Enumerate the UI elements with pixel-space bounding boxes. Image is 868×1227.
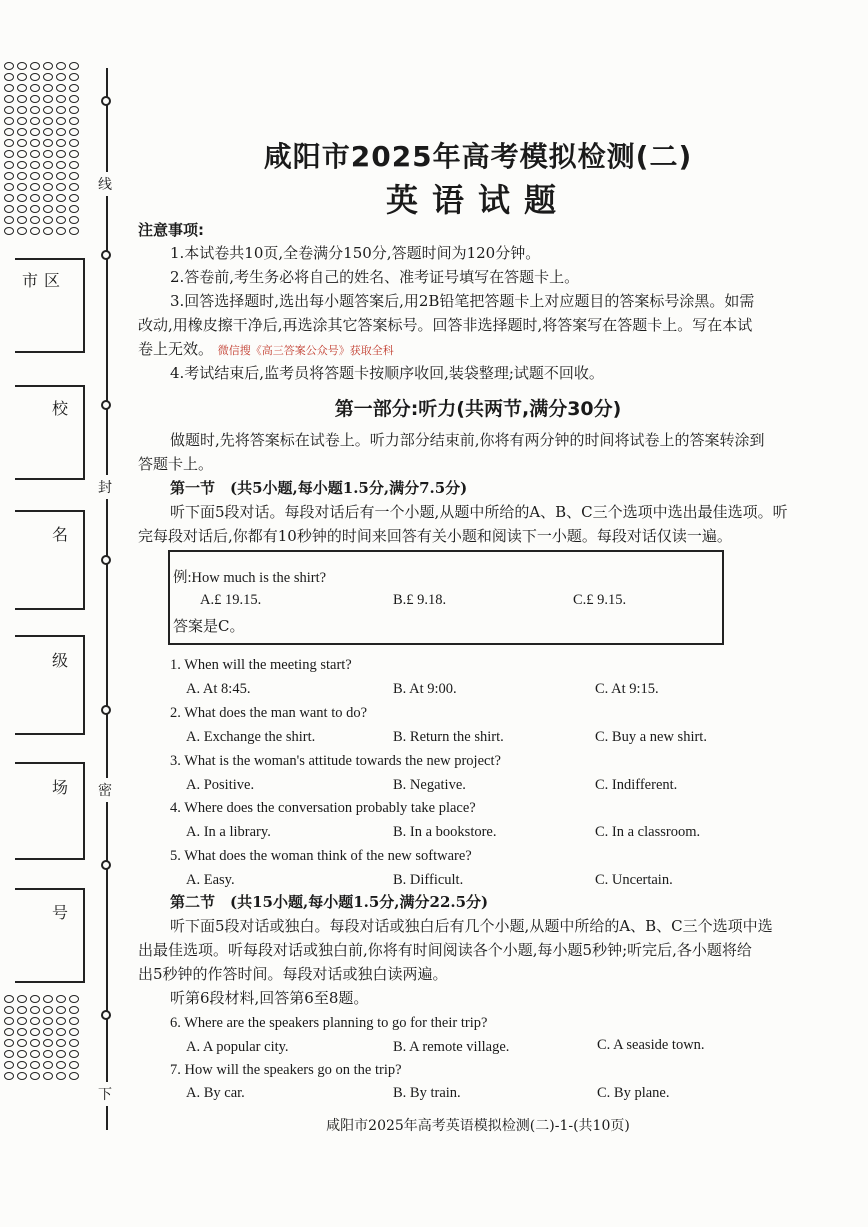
binding-dot [17,1061,27,1069]
example-option-a: A.£ 19.15. [200,592,262,608]
q2-option-b: B. Return the shirt. [393,729,504,745]
binding-dot [17,62,27,70]
binding-dot [69,194,79,202]
section2-instructions: 出最佳选项。听每段对话或独白前,你将有时间阅读各个小题,每小题5秒钟;听完后,各小题将给 [138,941,752,959]
binding-dot [56,73,66,81]
notes-item: 1.本试卷共10页,全卷满分150分,答题时间为120分钟。 [170,244,541,262]
field-box-class[interactable] [15,635,85,735]
binding-dot [43,62,53,70]
binding-dot [17,161,27,169]
binding-dot [43,117,53,125]
binding-dot [30,117,40,125]
binding-dot [43,161,53,169]
binding-dot [69,172,79,180]
exam-title: 咸阳市2025年高考模拟检测(二) [263,140,693,173]
q5-option-a: A. Easy. [186,872,235,888]
binding-dot [4,84,14,92]
binding-dot [30,1061,40,1069]
binding-dot [30,216,40,224]
binding-line [106,68,108,1130]
watermark-text: 微信搜《高三答案公众号》获取全科 [217,344,394,357]
binding-dot [4,995,14,1003]
field-label-name: 名 [52,525,75,544]
binding-dot [43,106,53,114]
binding-dot [17,995,27,1003]
binding-dot [43,1039,53,1047]
binding-dot [56,150,66,158]
binding-dot [43,194,53,202]
binding-dot [69,95,79,103]
binding-dot [17,117,27,125]
binding-dot [69,227,79,235]
binding-dot [56,1039,66,1047]
binding-dot [56,95,66,103]
binding-dot [56,183,66,191]
binding-dot [17,106,27,114]
q1-option-b: B. At 9:00. [393,681,457,697]
binding-dot [56,1072,66,1080]
binding-dot [56,172,66,180]
question-7: 7. How will the speakers go on the trip? [170,1062,402,1078]
binding-dot [30,227,40,235]
binding-dot [17,1017,27,1025]
binding-dot [56,216,66,224]
q6-option-b: B. A remote village. [393,1039,510,1055]
binding-dot [56,117,66,125]
binding-dot [56,1006,66,1014]
binding-dot [4,1028,14,1036]
part1-heading: 第一部分:听力(共两节,满分30分) [334,398,622,420]
field-label-school: 校 [52,399,75,418]
question-1: 1. When will the meeting start? [170,657,352,673]
binding-dot [30,84,40,92]
q7-option-a: A. By car. [186,1085,245,1101]
binding-dot [30,139,40,147]
binding-dot [30,106,40,114]
notes-item [138,337,394,363]
binding-dot [56,227,66,235]
section1-instructions: 听下面5段对话。每段对话后有一个小题,从题中所给的A、B、C三个选项中选出最佳选项。听 [170,503,788,521]
binding-dot [43,139,53,147]
q4-option-c: C. In a classroom. [595,824,701,840]
binding-dot [43,216,53,224]
binding-dot [30,150,40,158]
binding-dot [4,117,14,125]
binding-dot [69,161,79,169]
binding-dot [56,194,66,202]
example-answer: 答案是C。 [173,617,245,635]
binding-dot [17,1028,27,1036]
binding-dot [4,183,14,191]
binding-dot [4,1039,14,1047]
binding-dot [4,150,14,158]
binding-dot [30,1006,40,1014]
notes-item-text: 卷上无效。 [138,340,214,358]
binding-dot [69,1028,79,1036]
binding-dot [56,62,66,70]
binding-dot [30,1028,40,1036]
q6-option-a: A. A popular city. [186,1039,289,1055]
field-label-room: 场 [52,778,75,797]
binding-dot [69,1017,79,1025]
binding-dot [30,1017,40,1025]
binding-ring [101,860,111,870]
binding-dot [56,106,66,114]
binding-dot [4,128,14,136]
binding-ring [101,250,111,260]
binding-dot [43,128,53,136]
binding-dot [69,62,79,70]
binding-dot [30,62,40,70]
binding-dot [30,73,40,81]
field-label-class: 级 [52,651,75,670]
binding-mark: 下 [98,1082,112,1106]
question-6: 6. Where are the speakers planning to go for their trip? [170,1015,488,1031]
binding-dot [43,1061,53,1069]
binding-dot [43,1006,53,1014]
binding-dot [30,995,40,1003]
binding-dot [30,161,40,169]
binding-dot [69,995,79,1003]
binding-dot [30,172,40,180]
section2-heading: 第二节 (共15小题,每小题1.5分,满分22.5分) [170,893,489,911]
binding-ring [101,1010,111,1020]
binding-dot [56,139,66,147]
q1-option-a: A. At 8:45. [186,681,251,697]
example-option-c: C.£ 9.15. [573,592,627,608]
question-2: 2. What does the man want to do? [170,705,368,721]
binding-dot [4,161,14,169]
binding-dot [4,227,14,235]
binding-dot [43,1028,53,1036]
field-box-school[interactable] [15,385,85,480]
binding-dot [56,205,66,213]
question-3: 3. What is the woman's attitude towards the new project? [170,753,501,769]
binding-dot [43,95,53,103]
binding-dot [69,84,79,92]
binding-dot [30,95,40,103]
field-box-number[interactable] [15,888,85,983]
binding-dot [56,84,66,92]
binding-dot [69,216,79,224]
binding-dot [17,1039,27,1047]
binding-ring [101,96,111,106]
binding-dots-bottom [4,995,86,1082]
binding-dot [17,150,27,158]
binding-dot [4,139,14,147]
binding-dot [56,995,66,1003]
binding-dot [43,227,53,235]
binding-dot [56,1017,66,1025]
q3-option-c: C. Indifferent. [595,777,678,793]
example-question: 例:How much is the shirt? [173,570,327,586]
binding-dot [56,128,66,136]
binding-dot [4,1061,14,1069]
binding-dot [4,95,14,103]
binding-dot [69,183,79,191]
binding-dot [43,1072,53,1080]
binding-dot [17,84,27,92]
binding-dot [4,1006,14,1014]
section1-instructions: 完每段对话后,你都有10秒钟的时间来回答有关小题和阅读下一小题。每段对话仅读一遍。 [138,527,732,545]
binding-dot [4,73,14,81]
binding-ring [101,705,111,715]
section1-heading: 第一节 (共5小题,每小题1.5分,满分7.5分) [170,479,468,497]
binding-dot [30,1050,40,1058]
question-5: 5. What does the woman think of the new software? [170,848,472,864]
binding-dot [17,1072,27,1080]
binding-dot [17,183,27,191]
binding-dot [69,1039,79,1047]
example-option-b: B.£ 9.18. [393,592,447,608]
q2-option-a: A. Exchange the shirt. [186,729,316,745]
binding-dot [43,172,53,180]
binding-dot [43,84,53,92]
binding-mark: 密 [98,778,112,802]
q7-option-c: C. By plane. [597,1085,670,1101]
binding-dot [4,106,14,114]
binding-dot [4,216,14,224]
q7-option-b: B. By train. [393,1085,461,1101]
binding-dot [69,1050,79,1058]
binding-ring [101,400,111,410]
notes-item: 2.答卷前,考生务必将自己的姓名、准考证号填写在答题卡上。 [170,268,580,286]
binding-dot [17,194,27,202]
binding-dot [43,1017,53,1025]
q3-option-a: A. Positive. [186,777,255,793]
field-label-district: 市区 [22,271,67,290]
section2-instructions: 出5秒钟的作答时间。每段对话或独白读两遍。 [138,965,448,983]
part1-intro: 做题时,先将答案标在试卷上。听力部分结束前,你将有两分钟的时间将试卷上的答案转涂到 [170,431,765,449]
binding-dot [56,1050,66,1058]
page-footer: 咸阳市2025年高考英语模拟检测(二)-1-(共10页) [326,1118,630,1134]
binding-dot [30,183,40,191]
binding-dot [4,194,14,202]
binding-dot [69,117,79,125]
q5-option-c: C. Uncertain. [595,872,673,888]
binding-dot [17,139,27,147]
section2-instructions: 听下面5段对话或独白。每段对话或独白后有几个小题,从题中所给的A、B、C三个选项中选 [170,917,773,935]
binding-dot [30,128,40,136]
binding-ring [101,555,111,565]
binding-dot [69,205,79,213]
binding-dots-top [4,62,86,237]
binding-dot [43,205,53,213]
part1-intro: 答题卡上。 [138,455,214,473]
binding-dot [17,128,27,136]
binding-dot [17,227,27,235]
material-6-instruction: 听第6段材料,回答第6至8题。 [170,989,369,1007]
binding-dot [69,106,79,114]
binding-dot [43,183,53,191]
binding-dot [17,1050,27,1058]
q4-option-a: A. In a library. [186,824,271,840]
binding-dot [43,995,53,1003]
binding-dot [69,150,79,158]
notes-item: 改动,用橡皮擦干净后,再选涂其它答案标号。回答非选择题时,将答案写在答题卡上。写在本试 [138,316,753,334]
binding-dot [17,1006,27,1014]
binding-mark: 封 [98,475,112,499]
binding-dot [56,161,66,169]
field-box-name[interactable] [15,510,85,610]
binding-mark: 线 [98,172,112,196]
binding-dot [43,150,53,158]
binding-dot [43,1050,53,1058]
binding-dot [17,205,27,213]
q3-option-b: B. Negative. [393,777,466,793]
field-label-number: 号 [52,903,75,922]
binding-dot [56,1028,66,1036]
binding-dot [69,139,79,147]
binding-dot [17,95,27,103]
binding-dot [30,194,40,202]
q4-option-b: B. In a bookstore. [393,824,497,840]
binding-dot [4,1050,14,1058]
binding-dot [69,73,79,81]
binding-dot [69,1061,79,1069]
binding-dot [30,1072,40,1080]
binding-dot [69,1006,79,1014]
q1-option-c: C. At 9:15. [595,681,659,697]
notes-item: 3.回答选择题时,选出每小题答案后,用2B铅笔把答题卡上对应题目的答案标号涂黑。如需 [170,292,755,310]
binding-dot [17,172,27,180]
field-box-room[interactable] [15,762,85,860]
binding-dot [4,1017,14,1025]
q2-option-c: C. Buy a new shirt. [595,729,707,745]
binding-dot [4,172,14,180]
q6-option-c: C. A seaside town. [597,1037,705,1053]
binding-dot [4,62,14,70]
binding-dot [69,1072,79,1080]
binding-dot [43,73,53,81]
binding-dot [69,128,79,136]
notes-heading: 注意事项: [138,221,204,239]
notes-item: 4.考试结束后,监考员将答题卡按顺序收回,装袋整理;试题不回收。 [170,364,604,382]
binding-dot [4,205,14,213]
binding-dot [30,1039,40,1047]
exam-subject: 英语试题 [385,181,570,219]
binding-dot [30,205,40,213]
binding-dot [17,216,27,224]
binding-dot [4,1072,14,1080]
binding-dot [56,1061,66,1069]
q5-option-b: B. Difficult. [393,872,464,888]
question-4: 4. Where does the conversation probably take place? [170,800,476,816]
binding-dot [17,73,27,81]
